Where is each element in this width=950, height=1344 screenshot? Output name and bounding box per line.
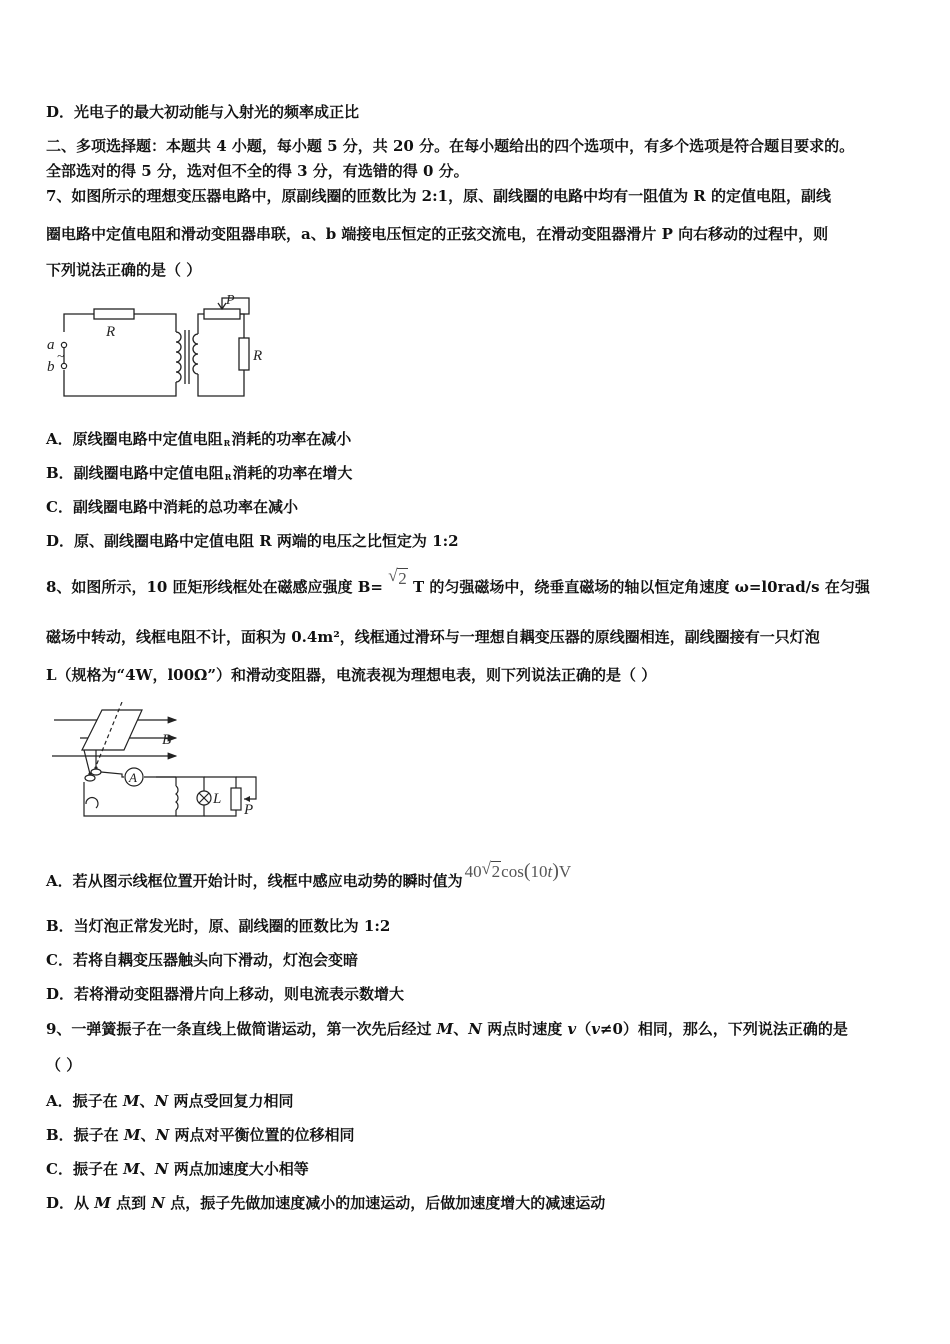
q9-option-c-post: 两点加速度大小相等	[168, 1160, 309, 1178]
q9-option-d-n: N	[151, 1194, 166, 1212]
q7-option-b-text2: 消耗的功率在增大	[232, 464, 353, 482]
q8-option-a-text: A．若从图示线框位置开始计时，线框中感应电动势的瞬时值为	[46, 872, 463, 890]
q9-var-n: N	[468, 1020, 483, 1038]
q9-sep: 、	[453, 1020, 469, 1038]
q9-option-b-sep: 、	[140, 1126, 156, 1144]
q9-option-c-n: N	[154, 1160, 169, 1178]
q8-circuit-figure	[44, 702, 276, 822]
q9-option-c-sep: 、	[139, 1160, 155, 1178]
q9-option-a-pre: A．振子在	[46, 1092, 123, 1110]
q7-option-b	[46, 463, 352, 487]
q7-fig-label-r1: R	[106, 324, 116, 340]
q9-option-a	[46, 1091, 293, 1111]
terminal-a	[61, 342, 66, 347]
terminal-b	[61, 363, 66, 368]
q7-option-c: C．副线圈电路中消耗的总功率在减小	[46, 498, 298, 516]
q8-option-d: D．若将滑动变阻器滑片向上移动，则电流表示数增大	[46, 985, 405, 1003]
q7-option-d: D．原、副线圈电路中定值电阻 R 两端的电压之比恒定为 1:2	[46, 532, 459, 550]
q8-stem-line1-pre: 8、如图所示，10 匝矩形线框处在磁感应强度 B=	[46, 578, 384, 596]
q8-formula-t: t	[547, 862, 553, 881]
q8-fig-label-b: B	[162, 732, 172, 748]
q7-option-b-sub: R	[224, 472, 232, 482]
q9-option-c-pre: C．振子在	[46, 1160, 124, 1178]
section-header-line1: 二、多项选择题：本题共 4 小题，每小题 5 分，共 20 分。在每小题给出的四个选项中，有多个选项是符合题目要求的。	[46, 137, 855, 155]
q9-text-3: ≠0）相同，那么，下列说法正确的是	[599, 1020, 848, 1038]
q9-option-a-sep: 、	[139, 1092, 155, 1110]
q8-formula-sqrt: √ 2	[481, 859, 501, 881]
q9-option-a-post: 两点受回复力相同	[168, 1092, 294, 1110]
q7-option-a	[46, 429, 351, 453]
q7-stem-line3: 下列说法正确的是（ ）	[46, 261, 202, 279]
q9-stem-line1	[46, 1019, 848, 1039]
q8-stem-line3: L（规格为“4W，l00Ω”）和滑动变阻器，电流表视为理想电表，则下列说法正确的是（ ）	[46, 666, 657, 684]
q9-stem-line2: （ ）	[46, 1056, 82, 1074]
section-header-line2: 全部选对的得 5 分，选对但不全的得 3 分，有选错的得 0 分。	[46, 162, 469, 180]
q9-option-b-pre: B．振子在	[46, 1126, 124, 1144]
q8-option-a	[46, 859, 572, 891]
q9-var-m: M	[436, 1020, 454, 1038]
q9-option-a-n: N	[154, 1092, 169, 1110]
q9-option-b-m: M	[123, 1126, 141, 1144]
q8-stem-line1	[46, 566, 870, 597]
q8-formula-arg: 10	[530, 862, 548, 881]
q7-stem-line2: 圈电路中定值电阻和滑动变阻器串联，a、b 端接电压恒定的正弦交流电，在滑动变阻器滑片 P 向右移动的过程中，则	[46, 225, 829, 243]
q9-option-b-n: N	[155, 1126, 170, 1144]
q8-option-a-formula: 40 √ 2cos(10t)V	[464, 859, 572, 882]
q8-sqrt-two: √ 2	[388, 566, 407, 588]
q7-stem-line1: 7、如图所示的理想变压器电路中，原副线圈的匝数比为 2:1，原、副线圈的电路中均有一阻值为 R 的定值电阻，副线	[46, 187, 831, 205]
q8-formula-coef: 40	[464, 862, 482, 881]
q9-var-v2: v	[591, 1020, 600, 1038]
q9-option-b-post: 两点对平衡位置的位移相同	[169, 1126, 355, 1144]
q8-fig-label-l: L	[213, 791, 222, 807]
q8-formula-sqrt-value: 2	[491, 862, 501, 881]
q7-option-a-text2: 消耗的功率在减小	[231, 430, 352, 448]
q9-var-v: v	[567, 1020, 577, 1038]
q9-option-d-post: 点，振子先做加速度减小的加速运动，后做加速度增大的减速运动	[165, 1194, 606, 1212]
q8-fig-label-p: P	[244, 802, 254, 818]
q8-option-c: C．若将自耦变压器触头向下滑动，灯泡会变暗	[46, 951, 358, 969]
q7-fig-label-p: P	[226, 293, 235, 308]
q7-fig-label-a: a	[47, 337, 55, 353]
q7-circuit-figure	[44, 290, 276, 402]
q8-sqrt-value: 2	[398, 569, 407, 588]
q9-option-c-m: M	[123, 1160, 140, 1178]
q9-option-d-mid: 点到	[110, 1194, 152, 1212]
q8-formula-unit: V	[558, 862, 572, 881]
q9-text-2: 两点时速度	[482, 1020, 568, 1038]
prev-option-d: D．光电子的最大初动能与入射光的频率成正比	[46, 103, 360, 121]
q8-option-b: B．当灯泡正常发光时，原、副线圈的匝数比为 1:2	[46, 917, 391, 935]
q9-option-c	[46, 1159, 309, 1179]
q9-option-d-m: M	[94, 1194, 111, 1212]
q7-fig-label-r2: R	[253, 348, 263, 364]
q9-option-b	[46, 1125, 354, 1145]
q8-stem-line1-post: T 的匀强磁场中，绕垂直磁场的轴以恒定角速度 ω=l0rad/s 在匀强	[407, 578, 870, 596]
q8-fig-label-a: A	[129, 770, 137, 785]
q9-paren: （	[576, 1020, 592, 1038]
q7-fig-label-tilde: ~	[57, 348, 65, 363]
q9-option-d	[46, 1193, 605, 1213]
q7-option-b-text: B．副线圈电路中定值电阻	[46, 464, 224, 482]
q7-fig-label-b: b	[47, 359, 55, 375]
q9-option-d-pre: D．从	[46, 1194, 95, 1212]
q7-option-a-sub: R	[223, 438, 231, 448]
q8-formula-cos: cos	[501, 862, 524, 881]
q9-text-1: 9、一弹簧振子在一条直线上做简谐运动，第一次先后经过	[46, 1020, 437, 1038]
q8-stem-line2: 磁场中转动，线框电阻不计，面积为 0.4m²，线框通过滑环与一理想自耦变压器的原线圈相连，副线圈接有一只灯泡	[46, 628, 820, 646]
q9-option-a-m: M	[122, 1092, 140, 1110]
q7-option-a-text: A．原线圈电路中定值电阻	[46, 430, 223, 448]
